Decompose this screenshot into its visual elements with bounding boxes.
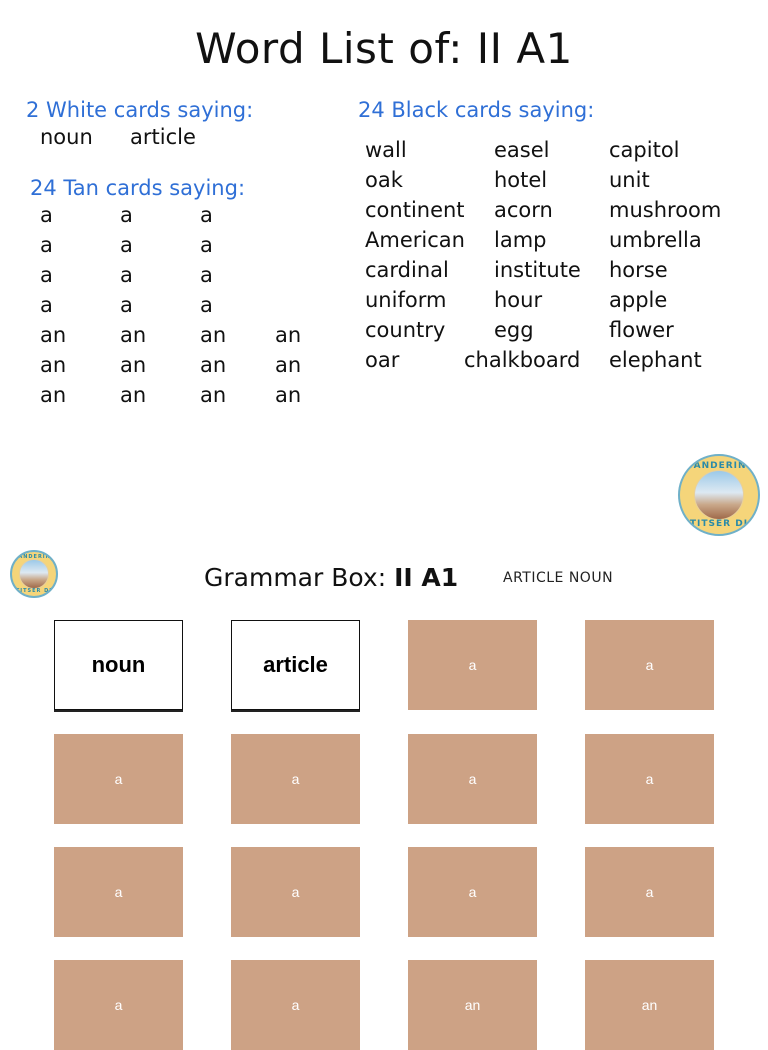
tan-word: a xyxy=(40,293,53,317)
tan-card xyxy=(585,620,714,710)
black-word: hotel xyxy=(494,168,548,192)
tan-word: an xyxy=(120,383,147,407)
card-label: an xyxy=(464,997,481,1013)
black-word: apple xyxy=(609,288,668,312)
logo-bottom-text: TITSER DJ xyxy=(689,519,749,529)
logo-bottom-text: TITSER DJ xyxy=(15,588,53,594)
tan-card xyxy=(54,960,183,1050)
white-word: article xyxy=(130,125,196,149)
card-label: a xyxy=(291,771,300,787)
tan-card xyxy=(231,960,360,1050)
tan-word: a xyxy=(200,263,213,287)
card-label: a xyxy=(291,884,300,900)
tan-word: a xyxy=(200,203,213,227)
tan-word: an xyxy=(40,383,67,407)
logo-photo-icon xyxy=(19,559,48,588)
tan-word: an xyxy=(120,353,147,377)
tan-word: a xyxy=(120,293,133,317)
tan-card xyxy=(231,847,360,937)
tan-card xyxy=(408,960,537,1050)
tan-word: an xyxy=(200,323,227,347)
tan-card xyxy=(408,620,537,710)
black-word: chalkboard xyxy=(464,348,581,372)
black-word: oar xyxy=(365,348,400,372)
black-word: unit xyxy=(609,168,650,192)
tan-word: a xyxy=(40,203,53,227)
tan-word: a xyxy=(40,233,53,257)
black-word: easel xyxy=(494,138,550,162)
tan-word: a xyxy=(120,263,133,287)
tan-word: a xyxy=(200,233,213,257)
card-label: a xyxy=(114,884,123,900)
tan-word: an xyxy=(200,353,227,377)
white-card xyxy=(54,620,183,710)
tan-word: an xyxy=(40,323,67,347)
black-word: acorn xyxy=(494,198,553,222)
black-word: capitol xyxy=(609,138,680,162)
grammar-box-code: II A1 xyxy=(394,563,459,592)
tan-card xyxy=(231,734,360,824)
black-word: oak xyxy=(365,168,403,192)
black-word: continent xyxy=(365,198,465,222)
tan-word: an xyxy=(275,353,302,377)
grammar-box-label: Grammar Box: xyxy=(204,563,395,592)
page-title: Word List of: II A1 xyxy=(195,24,573,73)
card-label: an xyxy=(641,997,658,1013)
white-cards-heading: 2 White cards saying: xyxy=(26,98,254,122)
tan-card xyxy=(54,847,183,937)
card-label: a xyxy=(645,884,654,900)
card-label: a xyxy=(291,997,300,1013)
grammar-box-subtitle: ARTICLE NOUN xyxy=(503,570,614,586)
black-word: country xyxy=(365,318,446,342)
tan-card xyxy=(585,734,714,824)
white-card xyxy=(231,620,360,710)
tan-card xyxy=(54,734,183,824)
tan-card xyxy=(408,847,537,937)
black-word: horse xyxy=(609,258,668,282)
black-word: elephant xyxy=(609,348,702,372)
tan-word: an xyxy=(120,323,147,347)
card-label: a xyxy=(645,657,654,673)
tan-cards-heading: 24 Tan cards saying: xyxy=(30,176,246,200)
white-word: noun xyxy=(40,125,93,149)
black-word: cardinal xyxy=(365,258,449,282)
card-label: a xyxy=(468,657,477,673)
black-word: hour xyxy=(494,288,543,312)
black-word: American xyxy=(365,228,465,252)
black-word: flower xyxy=(609,318,674,342)
logo-photo-icon xyxy=(694,470,744,520)
card-label: a xyxy=(114,771,123,787)
card-label: a xyxy=(468,771,477,787)
tan-word: a xyxy=(40,263,53,287)
black-word: lamp xyxy=(494,228,547,252)
black-word: wall xyxy=(365,138,407,162)
tan-word: an xyxy=(40,353,67,377)
wandering-titser-logo-small xyxy=(10,550,58,598)
tan-word: an xyxy=(275,383,302,407)
tan-card xyxy=(408,734,537,824)
tan-word: a xyxy=(120,233,133,257)
card-label: a xyxy=(645,771,654,787)
card-label: noun xyxy=(91,652,146,677)
black-word: umbrella xyxy=(609,228,702,252)
tan-word: a xyxy=(200,293,213,317)
logo-top-text: WANDERING xyxy=(683,461,755,471)
black-word: institute xyxy=(494,258,581,282)
tan-card xyxy=(585,847,714,937)
grammar-box-title xyxy=(204,563,458,592)
tan-word: an xyxy=(275,323,302,347)
logo-top-text: WANDERING xyxy=(12,554,56,560)
card-label: a xyxy=(468,884,477,900)
wandering-titser-logo xyxy=(678,454,760,536)
black-word: uniform xyxy=(365,288,447,312)
black-cards-heading: 24 Black cards saying: xyxy=(358,98,595,122)
tan-word: a xyxy=(120,203,133,227)
card-label: article xyxy=(263,652,328,677)
tan-card xyxy=(585,960,714,1050)
black-word: egg xyxy=(494,318,534,342)
black-word: mushroom xyxy=(609,198,722,222)
card-label: a xyxy=(114,997,123,1013)
tan-word: an xyxy=(200,383,227,407)
